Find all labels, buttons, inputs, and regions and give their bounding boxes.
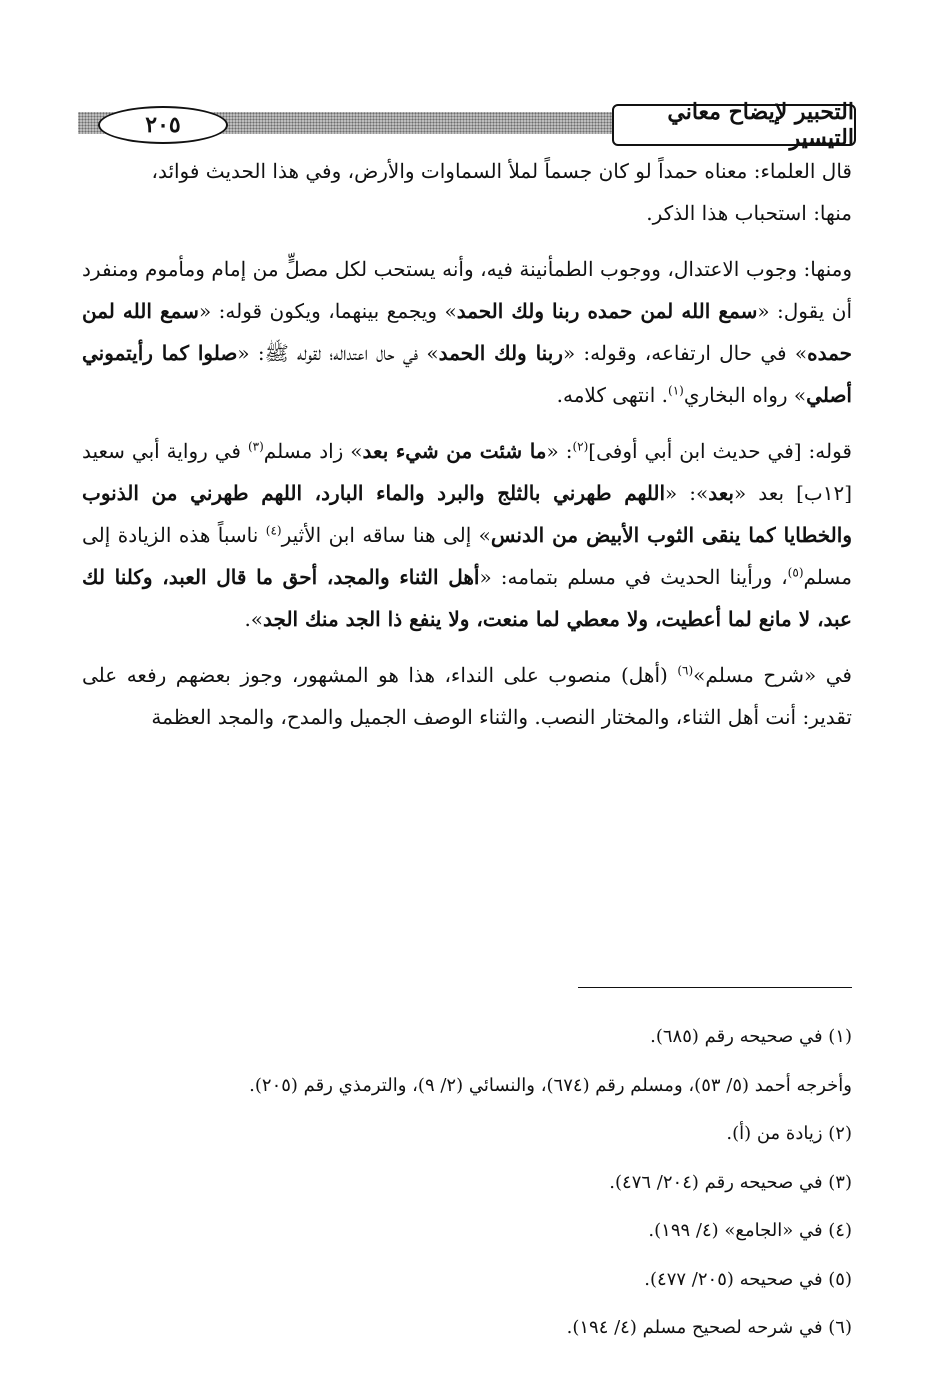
bold-quote: سمع الله لمن حمده ربنا ولك الحمد: [456, 299, 758, 323]
footnote-ref: (٣): [247, 439, 264, 454]
text-run: (أهل) منصوب على النداء، هذا هو المشهور، وجوز بعضهم رفعه على تقدير: أنت أهل الثناء، والمختار النصب. والثناء الوصف الجميل والمدح، والمجد العظمة: [82, 663, 852, 729]
paragraph-2: [82, 248, 852, 416]
paragraph-line: قال العلماء: معناه حمداً لو كان جسماً لملأ السماوات والأرض، وفي هذا الحديث فوائد،: [151, 159, 852, 183]
footnote-4: (٤) في «الجامع» (٤/ ١٩٩).: [648, 1220, 852, 1241]
bold-quote: ما شئت من شيء بعد: [362, 439, 547, 463]
footnote-3: (٣) في صحيحه رقم (٢٠٤/ ٤٧٦).: [609, 1171, 852, 1193]
bold-quote: اللهم طهرني بالثلج والبرد والماء البارد، اللهم طهرني من الذنوب والخطايا كما ينقى الثوب الأبيض من الدنس: [82, 481, 852, 547]
page-header: [78, 99, 856, 151]
bold-quote: بعد: [708, 481, 734, 505]
text-run: » إلى هنا ساقه ابن الأثير: [281, 523, 491, 547]
text-run: . انتهى كلامه.: [556, 383, 669, 407]
text-run: في رواية أبي سعيد [١٢ب] بعد «: [82, 439, 852, 505]
paragraph-1: [82, 150, 852, 234]
text-run: ».: [244, 607, 264, 631]
main-text: [82, 150, 852, 752]
bold-quote: سمع الله لمن حمده: [82, 299, 853, 365]
footnote-ref: (٤): [265, 523, 282, 538]
footnote-ref: (٥): [787, 565, 804, 580]
text-run: » في حال اعتداله؛ لقوله ﷺ: «: [237, 341, 439, 365]
footnote-1-continued: وأخرجه أحمد (٥/ ٥٣)، ومسلم رقم (٦٧٤)، والنسائي (٢/ ٩)، والترمذي رقم (٢٠٥).: [249, 1074, 852, 1096]
book-title: التحبير لإيضاح معاني التيسير: [612, 104, 856, 146]
text-run: » رواه البخاري: [683, 383, 807, 407]
text-run: قوله: [في حديث ابن أبي أوفى]: [588, 439, 852, 463]
footnotes: [82, 1022, 852, 1362]
text-run: : «: [546, 439, 573, 463]
text-run: » ويجمع بينهما، ويكون قوله: «: [198, 299, 457, 323]
text-run: ناسباً هذه الزيادة إلى مسلم: [82, 523, 852, 589]
footnote-ref: (١): [668, 383, 684, 398]
text-run: »: «: [665, 481, 709, 505]
footnote-ref: (٢): [572, 439, 589, 454]
bold-quote: صلوا كما رأيتموني أصلي: [82, 341, 852, 407]
paragraph-line: منها: استحباب هذا الذكر.: [646, 201, 852, 225]
page-number: ٢٠٥: [98, 106, 228, 144]
text-run: ، ورأينا الحديث في مسلم بتمامه: «: [479, 565, 788, 589]
footnote-separator: [578, 987, 852, 988]
text-run: » في حال ارتفاعه، وقوله: «: [562, 341, 808, 365]
text-run: ومنها: وجوب الاعتدال، ووجوب الطمأنينة فيه، وأنه يستحب لكل مصلٍّ من إمام ومأموم ومنفرد أن يقول: «: [82, 257, 853, 323]
footnote-1: (١) في صحيحه رقم (٦٨٥).: [650, 1026, 852, 1047]
text-run: في «شرح مسلم»: [693, 663, 852, 687]
text-run: » زاد مسلم: [263, 439, 363, 463]
paragraph-3: [82, 430, 852, 640]
bold-quote: أهل الثناء والمجد، أحق ما قال العبد، وكلنا لك عبد، لا مانع لما أعطيت، ولا معطي لما منعت، ولا ينفع ذا الجد منك الجد: [82, 565, 852, 631]
paragraph-4: [82, 654, 852, 738]
bold-quote: ربنا ولك الحمد: [438, 341, 563, 365]
footnote-5: (٥) في صحيحه (٢٠٥/ ٤٧٧).: [644, 1268, 852, 1290]
footnote-6: (٦) في شرحه لصحيح مسلم (٤/ ١٩٤).: [566, 1317, 852, 1338]
footnote-ref: (٦): [677, 663, 694, 678]
footnote-2: (٢) زيادة من (أ).: [726, 1123, 852, 1144]
